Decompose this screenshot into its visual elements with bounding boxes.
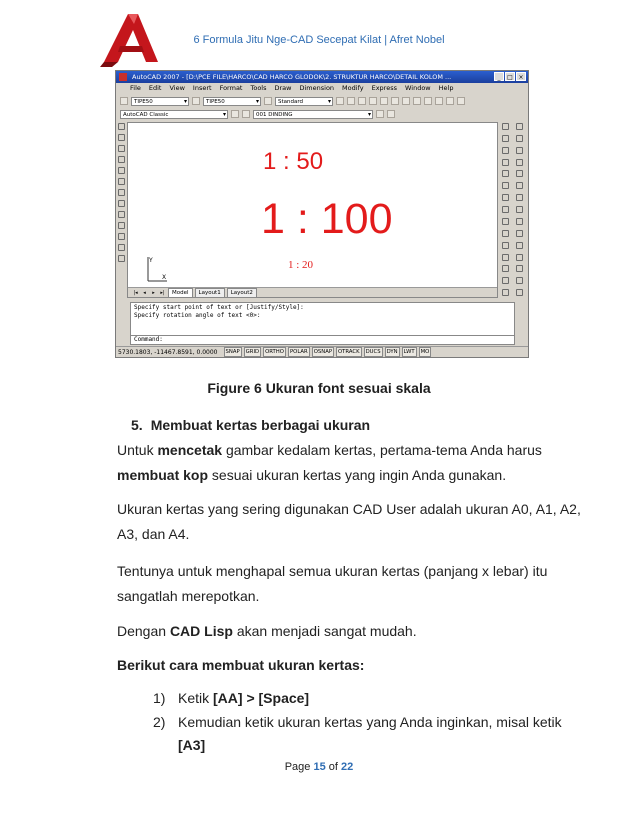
layout-tabs: [128, 287, 497, 297]
dimension-linear-icon[interactable]: [502, 123, 509, 130]
p4-text: Dengan: [117, 623, 170, 639]
stretch-icon[interactable]: [516, 218, 523, 225]
section-heading: [131, 417, 370, 433]
window-title: AutoCAD 2007 - [D:\PCE FILE\HARCO\CAD HARCO GLODOK\2. STRUKTUR HARCO\DETAIL KOLOM ...: [132, 73, 452, 81]
fillet-icon[interactable]: [516, 289, 523, 296]
dim-style-select[interactable]: Standard ▾: [275, 97, 333, 106]
dimension-edit-icon[interactable]: [502, 289, 509, 296]
p1-text-end: sesuai ukuran kertas yang ingin Anda gunakan.: [208, 467, 507, 483]
running-head: 6 Formula Jitu Nge-CAD Secepat Kilat | Afret Nobel: [193, 34, 445, 46]
ucs-y-label: Y: [149, 257, 153, 264]
menu-draw[interactable]: Draw: [274, 84, 292, 92]
text-scale-1-100: 1 : 100: [261, 195, 393, 243]
array-icon[interactable]: [516, 170, 523, 177]
circle-icon[interactable]: [118, 189, 125, 196]
dim-style-icon[interactable]: [192, 97, 200, 105]
menu-tools[interactable]: Tools: [250, 84, 267, 92]
menu-dimension[interactable]: Dimension: [299, 84, 335, 92]
last-tab-icon[interactable]: ▸|: [160, 290, 165, 296]
polygon-icon[interactable]: [118, 156, 125, 163]
ortho-toggle[interactable]: ORTHO: [265, 349, 284, 355]
construction-line-icon[interactable]: [118, 134, 125, 141]
list-item: [153, 714, 562, 730]
dimension-style-icon[interactable]: [264, 97, 272, 105]
chamfer-icon[interactable]: [516, 277, 523, 284]
p1-bold-mencetak: mencetak: [157, 442, 223, 458]
join-icon[interactable]: [516, 265, 523, 272]
dyn-toggle[interactable]: DYN: [386, 349, 398, 355]
pan-icon[interactable]: [424, 97, 432, 105]
list-number: 2): [153, 714, 166, 730]
ucs-icon: [145, 255, 169, 285]
properties-icon[interactable]: [446, 97, 454, 105]
menu-bar: [116, 83, 528, 94]
text-style-select[interactable]: TIPE50 ▾: [131, 97, 189, 106]
ucs-x-label: X: [162, 274, 167, 281]
p1-bold-membuat-kop: membuat kop: [117, 467, 209, 483]
prev-tab-icon[interactable]: ◂: [143, 290, 146, 296]
layer-properties-icon[interactable]: [242, 110, 250, 118]
paragraph-4: [117, 622, 417, 640]
layer-select[interactable]: 001 DINDING ▾: [253, 110, 373, 119]
paste-icon[interactable]: [391, 97, 399, 105]
command-line-1: Specify start point of text or [Justify/Style]:: [134, 304, 304, 311]
paragraph-2-line-1: Ukuran kertas yang sering digunakan CAD User adalah ukuran A0, A1, A2,: [117, 501, 581, 517]
list-command: [AA] > [Space]: [213, 690, 310, 706]
title-bar: [116, 71, 528, 83]
tab-model[interactable]: Model: [168, 288, 193, 297]
layer-previous-icon[interactable]: [387, 110, 395, 118]
page-total: 22: [341, 761, 354, 773]
text-style-select-2[interactable]: TIPE50 ▾: [203, 97, 261, 106]
text-scale-1-20: 1 : 20: [288, 259, 314, 271]
page-footer: [0, 761, 638, 773]
menu-window[interactable]: Window: [404, 84, 431, 92]
dimension-angular-icon[interactable]: [502, 206, 509, 213]
zoom-icon[interactable]: [435, 97, 443, 105]
cut-icon[interactable]: [369, 97, 377, 105]
first-tab-icon[interactable]: |◂: [133, 290, 138, 296]
break-icon[interactable]: [516, 254, 523, 261]
copy-icon[interactable]: [380, 97, 388, 105]
next-tab-icon[interactable]: ▸: [152, 290, 155, 296]
lwt-toggle[interactable]: LWT: [403, 349, 415, 355]
rotate-icon[interactable]: [516, 194, 523, 201]
text-style-icon[interactable]: [120, 97, 128, 105]
maximize-button[interactable]: □: [505, 72, 515, 81]
arc-icon[interactable]: [118, 178, 125, 185]
list-item-continuation: [178, 737, 205, 753]
dimension-aligned-icon[interactable]: [502, 135, 509, 142]
move-icon[interactable]: [516, 182, 523, 189]
drawing-area[interactable]: [127, 122, 498, 298]
list-item: [153, 690, 309, 706]
p1-text-cont: gambar kedalam kertas, pertama-tema Anda harus: [222, 442, 542, 458]
hatch-icon[interactable]: [118, 244, 125, 251]
insert-block-icon[interactable]: [118, 233, 125, 240]
polyline-icon[interactable]: [118, 145, 125, 152]
command-history: [130, 302, 515, 336]
paragraph-2-line-2: A3, dan A4.: [117, 526, 190, 542]
status-bar: [116, 346, 528, 357]
figure-caption: Figure 6 Ukuran font sesuai skala: [207, 380, 431, 396]
section-number: 5.: [131, 417, 143, 433]
list-text: Ketik: [178, 690, 214, 706]
rectangle-icon[interactable]: [118, 167, 125, 174]
p4-text-end: akan menjadi sangat mudah.: [232, 623, 417, 639]
list-text: Kemudian ketik ukuran kertas yang Anda inginkan, misal ketik: [178, 714, 562, 730]
command-input[interactable]: Command:: [130, 336, 515, 345]
paragraph-3-line-1: Tentunya untuk menghapal semua ukuran kertas (panjang x lebar) itu: [117, 563, 548, 579]
table-style-icon[interactable]: [336, 97, 344, 105]
list-number: 1): [153, 690, 166, 706]
menu-insert[interactable]: Insert: [192, 84, 212, 92]
extend-icon[interactable]: [516, 242, 523, 249]
make-current-icon[interactable]: [376, 110, 384, 118]
paragraph-1-line-2: [117, 466, 506, 484]
offset-icon[interactable]: [516, 159, 523, 166]
workspace-settings-icon[interactable]: [231, 110, 239, 118]
osnap-toggle[interactable]: OSNAP: [313, 349, 333, 355]
tab-layout2[interactable]: Layout2: [227, 288, 257, 297]
text-scale-1-50: 1 : 50: [263, 148, 324, 175]
model-toggle[interactable]: MO: [420, 349, 430, 355]
trim-icon[interactable]: [516, 230, 523, 237]
section-title: Membuat kertas berbagai ukuran: [150, 417, 371, 433]
revision-cloud-icon[interactable]: [118, 200, 125, 207]
leader-icon[interactable]: [502, 254, 509, 261]
help-icon[interactable]: [457, 97, 465, 105]
coordinates-readout: 5730.1803, -11467.8591, 0.0000: [118, 348, 218, 356]
list-command: [A3]: [178, 737, 206, 753]
p1-text: Untuk: [117, 442, 158, 458]
tab-layout1[interactable]: Layout1: [195, 288, 225, 297]
ducs-toggle[interactable]: DUCS: [365, 349, 381, 355]
menu-edit[interactable]: Edit: [148, 84, 162, 92]
close-button[interactable]: ×: [516, 72, 526, 81]
dimension-jogged-icon[interactable]: [502, 182, 509, 189]
dimension-diameter-icon[interactable]: [502, 194, 509, 201]
ellipse-icon[interactable]: [118, 222, 125, 229]
page-of: of: [325, 761, 342, 773]
continue-icon[interactable]: [502, 242, 509, 249]
grid-toggle[interactable]: GRID: [245, 349, 260, 355]
scale-icon[interactable]: [516, 206, 523, 213]
layers-toolbar: [116, 108, 528, 120]
line-tool-icon[interactable]: [118, 123, 125, 130]
command-line-2: Specify rotation angle of text <0>:: [134, 311, 261, 319]
menu-help[interactable]: Help: [438, 84, 454, 92]
autocad-screenshot: [115, 70, 529, 358]
menu-express[interactable]: Express: [371, 84, 397, 92]
app-icon: [119, 73, 127, 81]
dimension-radius-icon[interactable]: [502, 170, 509, 177]
copy-object-icon[interactable]: [516, 135, 523, 142]
snap-toggle[interactable]: SNAP: [225, 349, 240, 355]
polar-toggle[interactable]: POLAR: [289, 349, 308, 355]
dimension-arc-icon[interactable]: [502, 147, 509, 154]
styles-toolbar: [116, 95, 528, 107]
tolerance-icon[interactable]: [502, 265, 509, 272]
menu-file[interactable]: File: [130, 84, 141, 92]
spline-icon[interactable]: [118, 211, 125, 218]
p4-bold-cad-lisp: CAD Lisp: [169, 623, 233, 639]
save-icon[interactable]: [347, 97, 355, 105]
minimize-button[interactable]: _: [494, 72, 504, 81]
multiline-text-icon[interactable]: [118, 255, 125, 262]
paragraph-1-line-1: [117, 441, 542, 459]
draw-toolbar: [117, 123, 126, 297]
dimension-ordinate-icon[interactable]: [502, 159, 509, 166]
page-label: Page: [284, 761, 314, 773]
mirror-icon[interactable]: [516, 147, 523, 154]
quick-dimension-icon[interactable]: [502, 218, 509, 225]
erase-icon[interactable]: [516, 123, 523, 130]
baseline-icon[interactable]: [502, 230, 509, 237]
menu-view[interactable]: View: [169, 84, 185, 92]
center-mark-icon[interactable]: [502, 277, 509, 284]
print-icon[interactable]: [358, 97, 366, 105]
menu-modify[interactable]: Modify: [342, 84, 364, 92]
page-number: 15: [313, 761, 326, 773]
paragraph-5: Berikut cara membuat ukuran kertas:: [117, 657, 365, 673]
menu-format[interactable]: Format: [219, 84, 243, 92]
workspace-select[interactable]: AutoCAD Classic ▾: [120, 110, 228, 119]
paragraph-3-line-2: sangatlah merepotkan.: [117, 588, 260, 604]
otrack-toggle[interactable]: OTRACK: [338, 349, 360, 355]
redo-icon[interactable]: [413, 97, 421, 105]
modify-toolbar: [500, 123, 528, 297]
undo-icon[interactable]: [402, 97, 410, 105]
